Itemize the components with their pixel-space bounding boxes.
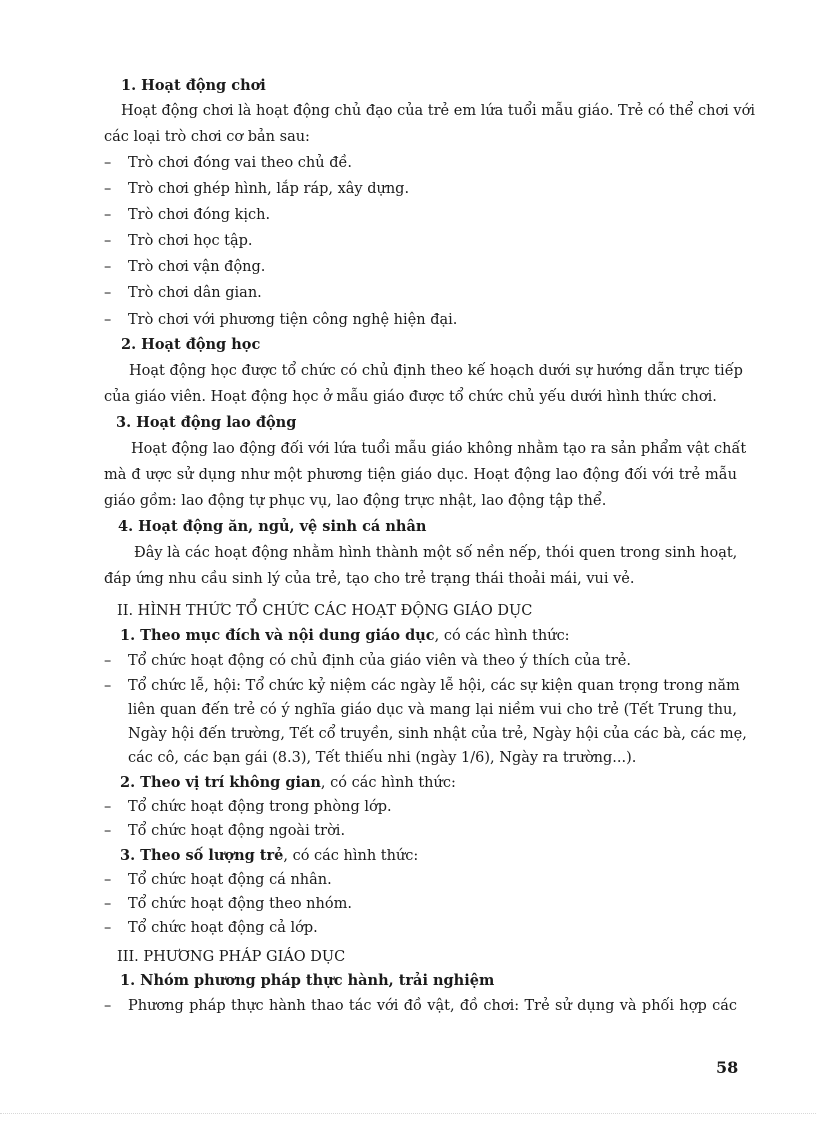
subheading-muc-dich xyxy=(120,627,570,645)
list-dash: – xyxy=(104,653,112,669)
list-dash: – xyxy=(104,233,112,249)
list-item-continuation: liên quan đến trẻ có ý nghĩa giáo dục và mang lại niềm vui cho trẻ (Tết Trung thu, xyxy=(128,702,737,718)
subheading-thuc-hanh: 1. Nhóm phương pháp thực hành, trải nghiệm xyxy=(120,972,495,989)
list-item: Tổ chức lễ, hội: Tổ chức kỷ niệm các ngày lễ hội, các sự kiện quan trọng trong năm xyxy=(128,678,740,694)
paragraph-line: Đây là các hoạt động nhằm hình thành một số nền nếp, thói quen trong sinh hoạt, xyxy=(134,545,738,561)
heading-hoat-dong-lao-dong: 3. Hoạt động lao động xyxy=(116,414,297,431)
list-item: Trò chơi đóng kịch. xyxy=(128,207,271,223)
page-number: 58 xyxy=(716,1058,739,1077)
paragraph-line: Hoạt động chơi là hoạt động chủ đạo của trẻ em lứa tuổi mẫu giáo. Trẻ có thể chơi với xyxy=(121,103,755,119)
list-item: Tổ chức hoạt động ngoài trời. xyxy=(128,823,346,839)
page-bottom-divider xyxy=(0,1113,816,1114)
heading-hoat-dong-an-ngu: 4. Hoạt động ăn, ngủ, vệ sinh cá nhân xyxy=(118,518,427,535)
list-item: Tổ chức hoạt động cá nhân. xyxy=(128,872,332,888)
list-item: Trò chơi với phương tiện công nghệ hiện đại. xyxy=(128,312,458,328)
paragraph-line: của giáo viên. Hoạt động học ở mẫu giáo được tổ chức chủ yếu dưới hình thức chơi. xyxy=(104,389,717,405)
list-dash: – xyxy=(104,998,112,1014)
subheading-so-luong xyxy=(120,847,418,865)
list-dash: – xyxy=(104,155,112,171)
subheading-bold: 2. Theo vị trí không gian xyxy=(120,774,321,791)
list-dash: – xyxy=(104,920,112,936)
list-item: Trò chơi ghép hình, lắp ráp, xây dựng. xyxy=(128,181,410,197)
paragraph-line: đáp ứng nhu cầu sinh lý của trẻ, tạo cho trẻ trạng thái thoải mái, vui vẻ. xyxy=(104,571,635,587)
list-item: Tổ chức hoạt động có chủ định của giáo viên và theo ý thích của trẻ. xyxy=(128,653,631,669)
subheading-bold: 1. Theo mục đích và nội dung giáo dục xyxy=(120,627,435,644)
list-dash: – xyxy=(104,207,112,223)
list-dash: – xyxy=(104,181,112,197)
heading-hoat-dong-choi: 1. Hoạt động chơi xyxy=(121,77,266,94)
list-item: Trò chơi đóng vai theo chủ đề. xyxy=(128,155,353,171)
heading-hoat-dong-hoc: 2. Hoạt động học xyxy=(121,336,261,353)
list-item: Trò chơi dân gian. xyxy=(128,285,262,301)
paragraph-line: các loại trò chơi cơ bản sau: xyxy=(104,129,310,145)
list-dash: – xyxy=(104,896,112,912)
paragraph-line: Hoạt động lao động đối với lứa tuổi mẫu giáo không nhằm tạo ra sản phẩm vật chất xyxy=(131,441,747,457)
list-item-continuation: các cô, các bạn gái (8.3), Tết thiếu nhi (ngày 1/6), Ngày ra trường...). xyxy=(128,750,637,766)
list-dash: – xyxy=(104,259,112,275)
subheading-rest: , có các hình thức: xyxy=(434,628,570,644)
list-item-continuation: Ngày hội đến trường, Tết cổ truyền, sinh nhật của trẻ, Ngày hội của các bà, các mẹ, xyxy=(128,726,747,742)
subheading-vi-tri xyxy=(120,774,456,792)
paragraph-line: Hoạt động học được tổ chức có chủ định theo kế hoạch dưới sự hướng dẫn trực tiếp xyxy=(129,363,743,379)
list-dash: – xyxy=(104,285,112,301)
subheading-rest: , có các hình thức: xyxy=(320,775,456,791)
list-item: Tổ chức hoạt động trong phòng lớp. xyxy=(128,799,392,815)
section-title-phuong-phap: III. PHƯƠNG PHÁP GIÁO DỤC xyxy=(117,949,346,965)
list-item: Phương pháp thực hành thao tác với đồ vật, đồ chơi: Trẻ sử dụng và phối hợp các xyxy=(128,998,737,1014)
list-dash: – xyxy=(104,872,112,888)
list-dash: – xyxy=(104,823,112,839)
list-dash: – xyxy=(104,799,112,815)
list-item: Tổ chức hoạt động cả lớp. xyxy=(128,920,318,936)
paragraph-line: giáo gồm: lao động tự phục vụ, lao động trực nhật, lao động tập thể. xyxy=(104,493,607,509)
list-dash: – xyxy=(104,312,112,328)
list-item: Tổ chức hoạt động theo nhóm. xyxy=(128,896,352,912)
list-dash: – xyxy=(104,678,112,694)
list-item: Trò chơi học tập. xyxy=(128,233,253,249)
subheading-rest: , có các hình thức: xyxy=(283,848,419,864)
subheading-bold: 3. Theo số lượng trẻ xyxy=(120,847,284,864)
list-item: Trò chơi vận động. xyxy=(128,259,266,275)
section-title-hinh-thuc: II. HÌNH THỨC TỔ CHỨC CÁC HOẠT ĐỘNG GIÁO DỤC xyxy=(117,603,533,619)
paragraph-line: mà đ ược sử dụng như một phương tiện giáo dục. Hoạt động lao động đối với trẻ mẫu xyxy=(104,467,737,483)
